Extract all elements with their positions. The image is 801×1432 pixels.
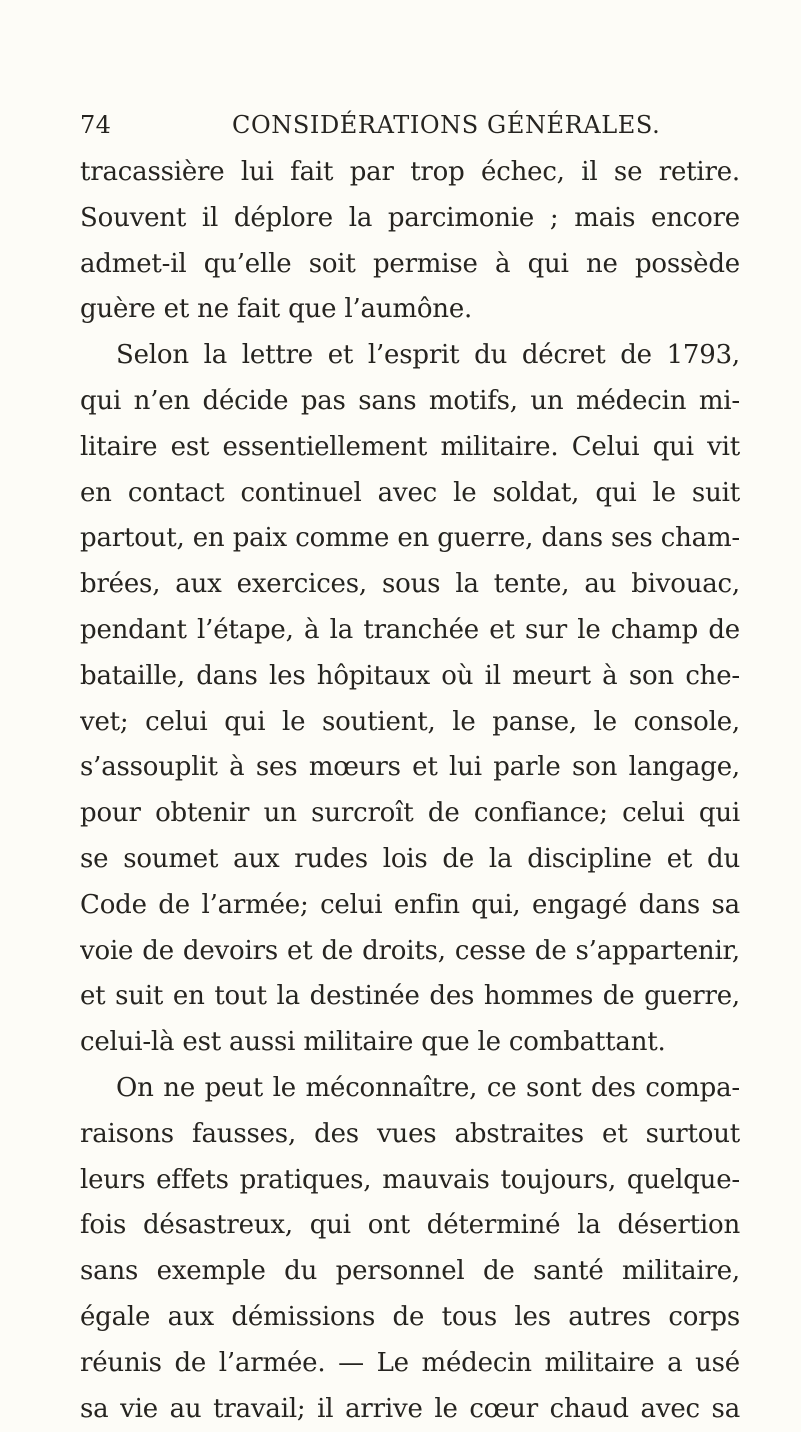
text-line: tracassière lui fait par trop échec, il se retire. [80, 157, 740, 187]
text-line: Souvent il déplore la parcimonie ; mais encore [80, 202, 740, 233]
text-line: réunis de l’armée. — Le médecin militaire a usé [80, 1347, 740, 1378]
paragraph-start-line: On ne peut le méconnaître, ce sont des compa- [116, 1072, 740, 1103]
text-line: se soumet aux rudes lois de la discipline et du [80, 843, 740, 874]
text-line: voie de devoirs et de droits, cesse de s’appartenir, [80, 935, 740, 966]
text-line: et suit en tout la destinée des hommes de guerre, [80, 981, 740, 1012]
text-line: égale aux démissions de tous les autres corps [80, 1301, 740, 1332]
text-line: pour obtenir un surcroît de confiance; celui qui [80, 798, 740, 829]
text-line: en contact continuel avec le soldat, qui le suit [80, 477, 740, 508]
text-line: fois désastreux, qui ont déterminé la désertion [80, 1210, 740, 1241]
text-line: sa vie au travail; il arrive le cœur chaud avec sa [80, 1393, 740, 1424]
text-line: litaire est essentiellement militaire. Celui qui vit [80, 431, 740, 462]
text-line: Code de l’armée; celui enfin qui, engagé dans sa [80, 889, 740, 920]
text-line: leurs effets pratiques, mauvais toujours, quelque- [80, 1164, 740, 1195]
running-title: CONSIDÉRATIONS GÉNÉRALES. [232, 111, 661, 139]
running-head [80, 108, 740, 142]
text-line: qui n’en décide pas sans motifs, un médecin mi- [80, 385, 740, 416]
text-line: sans exemple du personnel de santé militaire, [80, 1256, 740, 1287]
text-line: raisons fausses, des vues abstraites et surtout [80, 1118, 740, 1149]
text-line: partout, en paix comme en guerre, dans ses cham- [80, 523, 740, 554]
body-text [80, 150, 740, 1432]
text-line: admet-il qu’elle soit permise à qui ne possède [80, 248, 740, 279]
text-line: bataille, dans les hôpitaux où il meurt à son che- [80, 660, 740, 691]
page-number: 74 [80, 111, 112, 139]
text-line: celui-là est aussi militaire que le combattant. [80, 1027, 666, 1058]
paragraph-start-line: Selon la lettre et l’esprit du décret de 1793, [116, 340, 740, 371]
text-line: vet; celui qui le soutient, le panse, le console, [80, 706, 740, 737]
text-line: s’assouplit à ses mœurs et lui parle son langage, [80, 752, 740, 783]
text-line: guère et ne fait que l’aumône. [80, 294, 473, 325]
text-line: pendant l’étape, à la tranchée et sur le champ de [80, 614, 740, 645]
text-line: brées, aux exercices, sous la tente, au bivouac, [80, 569, 740, 600]
